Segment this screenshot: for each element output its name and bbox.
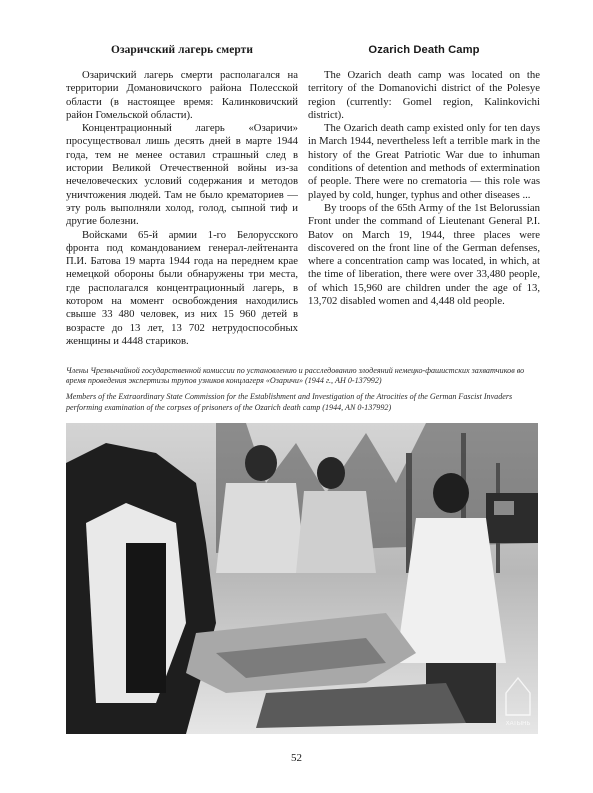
- english-column: [308, 44, 540, 308]
- english-paragraph: By troops of the 65th Army of the 1st Belorussian Front under the command of Lieutenant General P.I. Batov on March 19, 1944, three places were discovered on the front line of the German defenses, where a concentration camp was located, in which, at the time of liberation, there were over 33,480 people, of which 15,960 are children under the age of 13, 13,702 disabled women and 4,448 old people.: [308, 201, 540, 308]
- historical-photo: [66, 423, 538, 734]
- russian-title: Озаричский лагерь смерти: [110, 44, 254, 56]
- russian-column: [66, 44, 298, 348]
- russian-paragraph: Концентрационный лагерь «Озаричи» просуществовал лишь десять дней в марте 1944 года, тем не менее оставил страшный след в истории Великой Отечественной войны из-за нечеловеческих условий содержания и методов уничтожения людей. Там не было крематориев — эту роль выполняли холод, голод, сыпной тиф и другие болезни.: [66, 122, 298, 228]
- russian-paragraph: Озаричский лагерь смерти располагался на территории Домановичского района Полесской области (в настоящее время: Калинковичский район Гомельской области).: [66, 69, 298, 121]
- english-paragraph: The Ozarich death camp existed only for ten days in March 1944, nevertheless left a terrible mark in the history of the Great Patriotic War due to inhuman conditions of detention and methods of extermination of people. There were no crematoria — this role was played by cold, hunger, typhus and other diseases ...: [308, 122, 540, 201]
- russian-paragraph: Войсками 65-й армии 1-го Белорусского фронта под командованием генерал-лейтенанта П.И. Батова 19 марта 1944 года на переднем крае немецкой обороны были обнаружены три места, где располагался концентрационный лагерь, в котором на момент освобождения находились свыше 33 480 человек, из них 15 960 детей в возрасте до 13 лет, 13 702 нетрудоспособных женщины и 4448 стариков.: [66, 228, 298, 347]
- photo-captions: [66, 366, 538, 419]
- watermark-text: ХАТЫНЬ: [505, 721, 531, 727]
- english-paragraph: The Ozarich death camp was located on the territory of the Domanovichi district of the Polesye region (currently: Gomel region, Kalinkovichi district).: [308, 69, 540, 121]
- caption-english: Members of the Extraordinary State Commission for the Establishment and Investigation of the Atrocities of the German Fascist Invaders performing examination of the corpses of prisoners of the Ozarich death camp (1944, AN 0-137992): [66, 392, 513, 412]
- caption-russian: Члены Чрезвычайной государственной комиссии по установлению и расследованию злодеяний немецко-фашистских захватчиков во время проведения экспертизы трупов узников концлагеря «Озаричи» (1944 г., АН 0-137992): [66, 366, 525, 386]
- english-title: Ozarich Death Camp: [368, 44, 480, 56]
- page-number: 52: [291, 752, 302, 764]
